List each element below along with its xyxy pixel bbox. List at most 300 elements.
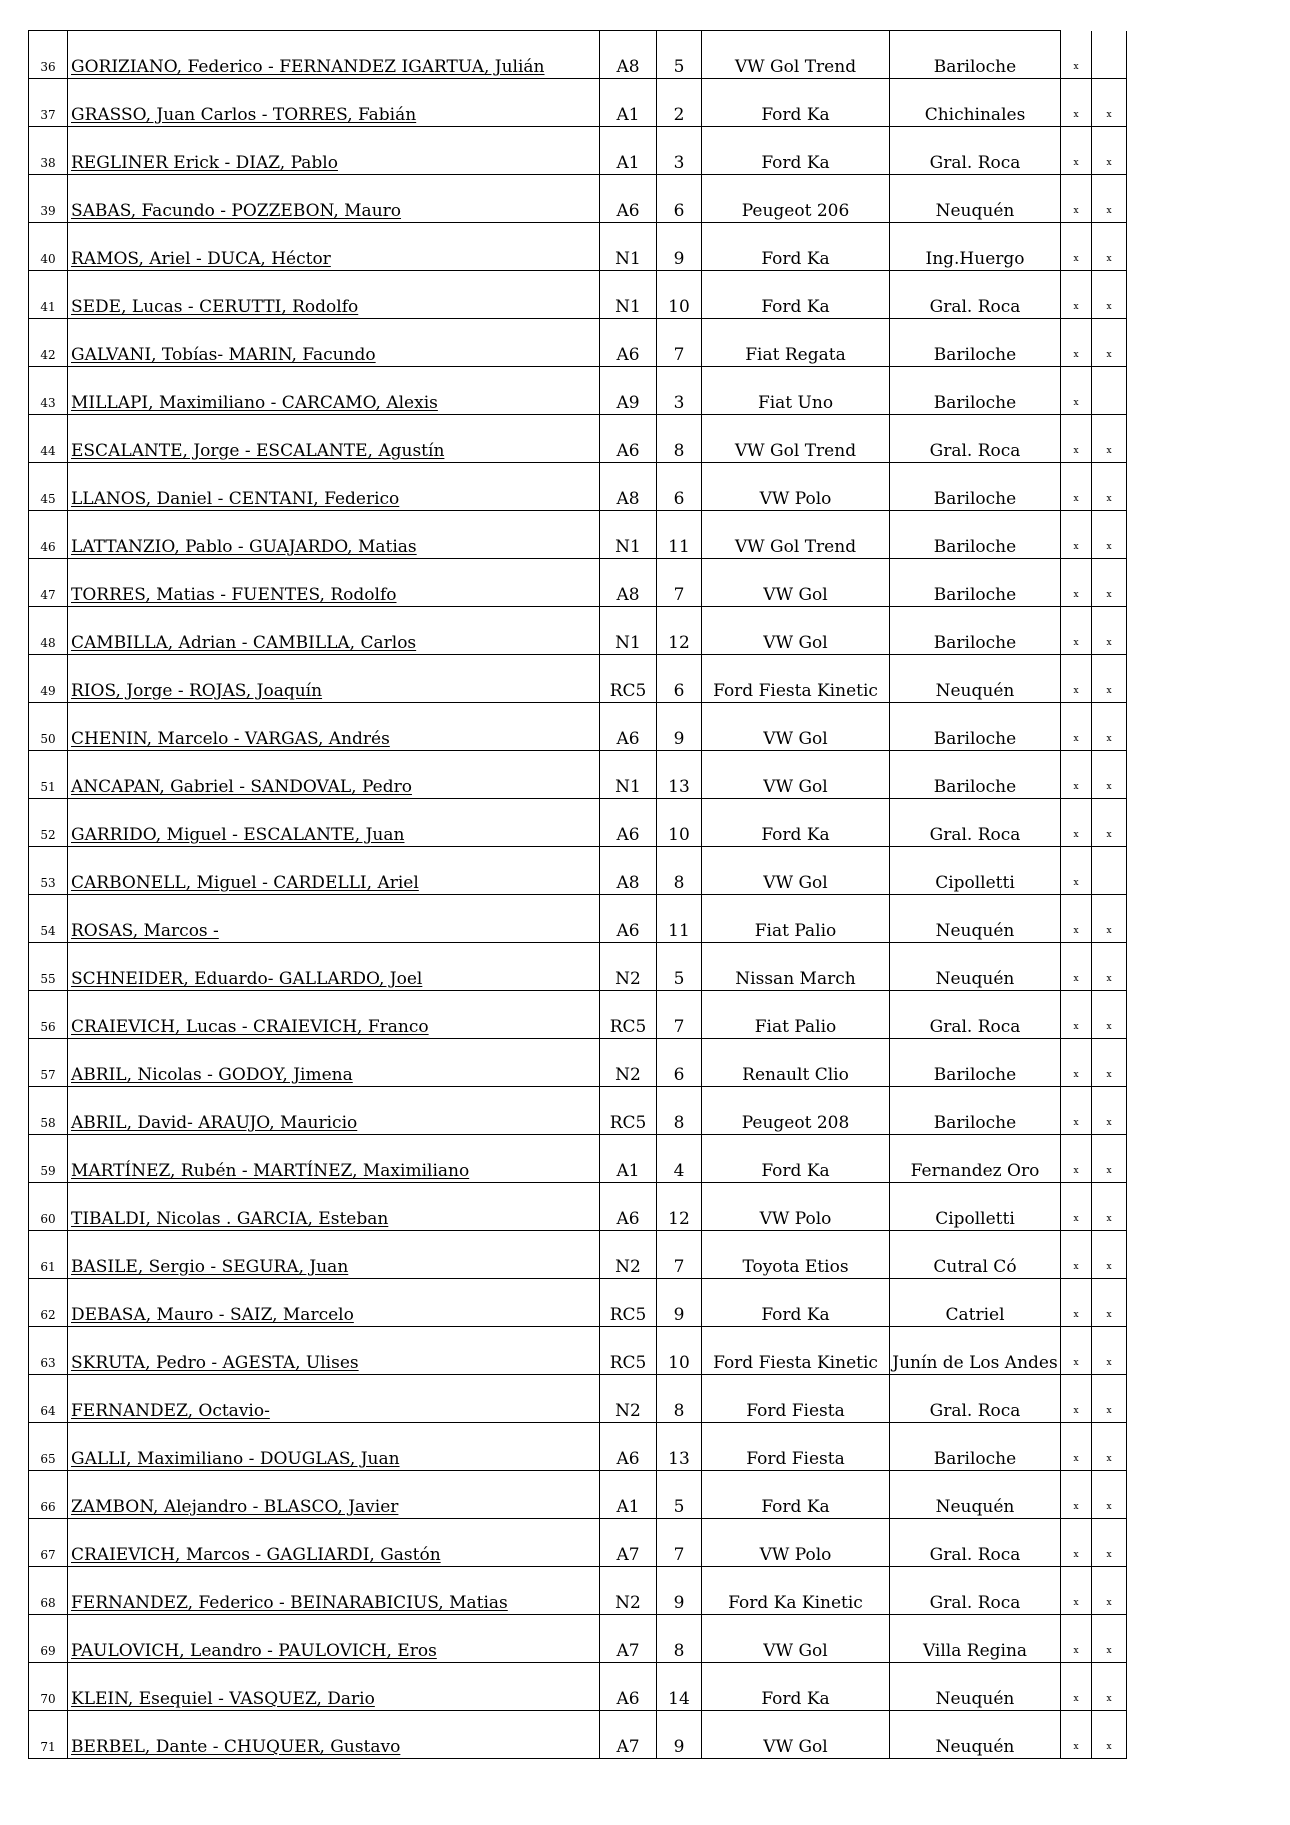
table-row	[29, 271, 1127, 319]
car-cell: VW Gol	[702, 559, 890, 607]
mark-cell-1: x	[1061, 1423, 1092, 1471]
mark-cell-1: x	[1061, 79, 1092, 127]
class-order-cell: 6	[657, 1039, 702, 1087]
mark-cell-2: x	[1092, 175, 1127, 223]
mark-cell-2: x	[1092, 655, 1127, 703]
row-number: 39	[29, 175, 68, 223]
class-cell: RC5	[600, 1087, 657, 1135]
class-order-cell: 4	[657, 1135, 702, 1183]
mark-cell-2: x	[1092, 319, 1127, 367]
crew-names: SCHNEIDER, Eduardo- GALLARDO, Joel	[68, 943, 600, 991]
city-cell: Neuquén	[890, 175, 1061, 223]
mark-cell-2: x	[1092, 1231, 1127, 1279]
mark-cell-1: x	[1061, 1183, 1092, 1231]
class-cell: A8	[600, 559, 657, 607]
mark-cell-2: x	[1092, 511, 1127, 559]
class-cell: N2	[600, 943, 657, 991]
city-cell: Bariloche	[890, 1087, 1061, 1135]
mark-cell-1: x	[1061, 1039, 1092, 1087]
crew-names: LLANOS, Daniel - CENTANI, Federico	[68, 463, 600, 511]
city-cell: Gral. Roca	[890, 799, 1061, 847]
mark-cell-2: x	[1092, 223, 1127, 271]
car-cell: VW Polo	[702, 463, 890, 511]
mark-cell-1: x	[1061, 943, 1092, 991]
row-number: 61	[29, 1231, 68, 1279]
city-cell: Fernandez Oro	[890, 1135, 1061, 1183]
row-number: 46	[29, 511, 68, 559]
class-order-cell: 7	[657, 319, 702, 367]
crew-names: TIBALDI, Nicolas . GARCIA, Esteban	[68, 1183, 600, 1231]
crew-names: SKRUTA, Pedro - AGESTA, Ulises	[68, 1327, 600, 1375]
row-number: 40	[29, 223, 68, 271]
crew-names: DEBASA, Mauro - SAIZ, Marcelo	[68, 1279, 600, 1327]
city-cell: Neuquén	[890, 1471, 1061, 1519]
class-order-cell: 8	[657, 1087, 702, 1135]
crew-names: GRASSO, Juan Carlos - TORRES, Fabián	[68, 79, 600, 127]
row-number: 43	[29, 367, 68, 415]
car-cell: Ford Ka Kinetic	[702, 1567, 890, 1615]
row-number: 48	[29, 607, 68, 655]
class-order-cell: 7	[657, 1519, 702, 1567]
class-order-cell: 12	[657, 1183, 702, 1231]
table-row	[29, 703, 1127, 751]
class-order-cell: 11	[657, 511, 702, 559]
class-cell: N2	[600, 1039, 657, 1087]
table-row	[29, 559, 1127, 607]
class-order-cell: 8	[657, 847, 702, 895]
mark-cell-2: x	[1092, 751, 1127, 799]
city-cell: Cipolletti	[890, 847, 1061, 895]
table-row	[29, 1231, 1127, 1279]
mark-cell-1: x	[1061, 751, 1092, 799]
car-cell: VW Gol Trend	[702, 415, 890, 463]
table-row	[29, 991, 1127, 1039]
city-cell: Gral. Roca	[890, 1567, 1061, 1615]
class-cell: N1	[600, 607, 657, 655]
car-cell: Peugeot 206	[702, 175, 890, 223]
crew-names: CHENIN, Marcelo - VARGAS, Andrés	[68, 703, 600, 751]
car-cell: Ford Ka	[702, 127, 890, 175]
table-row	[29, 799, 1127, 847]
crew-names: BERBEL, Dante - CHUQUER, Gustavo	[68, 1711, 600, 1759]
mark-cell-2: x	[1092, 463, 1127, 511]
row-number: 64	[29, 1375, 68, 1423]
crew-names: SABAS, Facundo - POZZEBON, Mauro	[68, 175, 600, 223]
class-cell: RC5	[600, 655, 657, 703]
row-number: 66	[29, 1471, 68, 1519]
row-number: 41	[29, 271, 68, 319]
row-number: 63	[29, 1327, 68, 1375]
class-order-cell: 6	[657, 655, 702, 703]
car-cell: Fiat Uno	[702, 367, 890, 415]
class-cell: A6	[600, 415, 657, 463]
crew-names: CRAIEVICH, Lucas - CRAIEVICH, Franco	[68, 991, 600, 1039]
city-cell: Cutral Có	[890, 1231, 1061, 1279]
class-cell: N1	[600, 511, 657, 559]
class-cell: A1	[600, 127, 657, 175]
crew-names: CRAIEVICH, Marcos - GAGLIARDI, Gastón	[68, 1519, 600, 1567]
crew-names: GARRIDO, Miguel - ESCALANTE, Juan	[68, 799, 600, 847]
mark-cell-2	[1092, 367, 1127, 415]
car-cell: Fiat Palio	[702, 895, 890, 943]
city-cell: Bariloche	[890, 559, 1061, 607]
table-row	[29, 1711, 1127, 1759]
city-cell: Bariloche	[890, 1039, 1061, 1087]
class-cell: A6	[600, 319, 657, 367]
car-cell: Ford Fiesta Kinetic	[702, 1327, 890, 1375]
entry-list-table	[28, 30, 1127, 1759]
car-cell: Ford Ka	[702, 223, 890, 271]
mark-cell-2: x	[1092, 1615, 1127, 1663]
table-row	[29, 1279, 1127, 1327]
row-number: 62	[29, 1279, 68, 1327]
class-cell: N1	[600, 751, 657, 799]
class-order-cell: 5	[657, 943, 702, 991]
mark-cell-2: x	[1092, 1423, 1127, 1471]
table-row	[29, 1183, 1127, 1231]
city-cell: Chichinales	[890, 79, 1061, 127]
crew-names: RAMOS, Ariel - DUCA, Héctor	[68, 223, 600, 271]
car-cell: Nissan March	[702, 943, 890, 991]
car-cell: Ford Fiesta	[702, 1375, 890, 1423]
mark-cell-2: x	[1092, 1183, 1127, 1231]
mark-cell-1: x	[1061, 799, 1092, 847]
row-number: 59	[29, 1135, 68, 1183]
class-order-cell: 9	[657, 1711, 702, 1759]
row-number: 71	[29, 1711, 68, 1759]
mark-cell-1: x	[1061, 1663, 1092, 1711]
class-cell: N2	[600, 1231, 657, 1279]
table-row	[29, 1615, 1127, 1663]
mark-cell-1: x	[1061, 367, 1092, 415]
class-cell: A9	[600, 367, 657, 415]
mark-cell-1: x	[1061, 1615, 1092, 1663]
table-row	[29, 1423, 1127, 1471]
row-number: 47	[29, 559, 68, 607]
class-cell: A1	[600, 1471, 657, 1519]
class-cell: RC5	[600, 991, 657, 1039]
mark-cell-1: x	[1061, 1711, 1092, 1759]
mark-cell-1: x	[1061, 1375, 1092, 1423]
car-cell: VW Gol Trend	[702, 511, 890, 559]
class-cell: A1	[600, 1135, 657, 1183]
table-row	[29, 367, 1127, 415]
city-cell: Gral. Roca	[890, 1519, 1061, 1567]
table-row	[29, 175, 1127, 223]
city-cell: Ing.Huergo	[890, 223, 1061, 271]
mark-cell-1: x	[1061, 319, 1092, 367]
car-cell: Fiat Palio	[702, 991, 890, 1039]
table-row	[29, 463, 1127, 511]
city-cell: Gral. Roca	[890, 271, 1061, 319]
car-cell: VW Polo	[702, 1519, 890, 1567]
class-cell: A6	[600, 1423, 657, 1471]
mark-cell-2: x	[1092, 943, 1127, 991]
row-number: 36	[29, 31, 68, 79]
table-row	[29, 895, 1127, 943]
crew-names: GALVANI, Tobías- MARIN, Facundo	[68, 319, 600, 367]
class-order-cell: 7	[657, 1231, 702, 1279]
table-row	[29, 79, 1127, 127]
mark-cell-1: x	[1061, 415, 1092, 463]
mark-cell-2: x	[1092, 415, 1127, 463]
city-cell: Gral. Roca	[890, 127, 1061, 175]
table-row	[29, 943, 1127, 991]
row-number: 67	[29, 1519, 68, 1567]
city-cell: Bariloche	[890, 511, 1061, 559]
mark-cell-2: x	[1092, 1039, 1127, 1087]
city-cell: Villa Regina	[890, 1615, 1061, 1663]
table-row	[29, 319, 1127, 367]
car-cell: Ford Ka	[702, 79, 890, 127]
entry-list-body	[29, 31, 1127, 1759]
row-number: 57	[29, 1039, 68, 1087]
car-cell: Ford Fiesta	[702, 1423, 890, 1471]
mark-cell-2: x	[1092, 559, 1127, 607]
class-order-cell: 3	[657, 367, 702, 415]
table-row	[29, 1375, 1127, 1423]
class-order-cell: 8	[657, 1615, 702, 1663]
mark-cell-2: x	[1092, 1663, 1127, 1711]
mark-cell-2: x	[1092, 703, 1127, 751]
mark-cell-1: x	[1061, 1135, 1092, 1183]
class-cell: A6	[600, 799, 657, 847]
car-cell: Toyota Etios	[702, 1231, 890, 1279]
mark-cell-2: x	[1092, 79, 1127, 127]
class-cell: A6	[600, 895, 657, 943]
class-order-cell: 9	[657, 1567, 702, 1615]
mark-cell-1: x	[1061, 895, 1092, 943]
class-cell: N2	[600, 1567, 657, 1615]
row-number: 50	[29, 703, 68, 751]
mark-cell-1: x	[1061, 127, 1092, 175]
class-order-cell: 12	[657, 607, 702, 655]
car-cell: Ford Ka	[702, 1663, 890, 1711]
row-number: 38	[29, 127, 68, 175]
table-row	[29, 1567, 1127, 1615]
class-order-cell: 5	[657, 31, 702, 79]
car-cell: Ford Ka	[702, 799, 890, 847]
city-cell: Cipolletti	[890, 1183, 1061, 1231]
crew-names: ABRIL, David- ARAUJO, Mauricio	[68, 1087, 600, 1135]
mark-cell-2: x	[1092, 1711, 1127, 1759]
row-number: 37	[29, 79, 68, 127]
crew-names: RIOS, Jorge - ROJAS, Joaquín	[68, 655, 600, 703]
row-number: 65	[29, 1423, 68, 1471]
city-cell: Neuquén	[890, 1711, 1061, 1759]
car-cell: Renault Clio	[702, 1039, 890, 1087]
crew-names: ZAMBON, Alejandro - BLASCO, Javier	[68, 1471, 600, 1519]
table-row	[29, 607, 1127, 655]
mark-cell-1: x	[1061, 559, 1092, 607]
class-order-cell: 9	[657, 703, 702, 751]
city-cell: Bariloche	[890, 463, 1061, 511]
class-order-cell: 6	[657, 175, 702, 223]
mark-cell-2	[1092, 31, 1127, 79]
mark-cell-2: x	[1092, 1471, 1127, 1519]
city-cell: Catriel	[890, 1279, 1061, 1327]
class-cell: N1	[600, 223, 657, 271]
row-number: 55	[29, 943, 68, 991]
class-order-cell: 10	[657, 799, 702, 847]
class-cell: A8	[600, 31, 657, 79]
class-order-cell: 2	[657, 79, 702, 127]
class-order-cell: 11	[657, 895, 702, 943]
city-cell: Bariloche	[890, 319, 1061, 367]
car-cell: Fiat Regata	[702, 319, 890, 367]
crew-names: ROSAS, Marcos -	[68, 895, 600, 943]
class-order-cell: 9	[657, 223, 702, 271]
crew-names: GALLI, Maximiliano - DOUGLAS, Juan	[68, 1423, 600, 1471]
class-order-cell: 10	[657, 271, 702, 319]
city-cell: Bariloche	[890, 31, 1061, 79]
class-cell: A6	[600, 175, 657, 223]
class-cell: A1	[600, 79, 657, 127]
table-row	[29, 1039, 1127, 1087]
crew-names: CAMBILLA, Adrian - CAMBILLA, Carlos	[68, 607, 600, 655]
city-cell: Bariloche	[890, 607, 1061, 655]
mark-cell-2: x	[1092, 1279, 1127, 1327]
table-row	[29, 1519, 1127, 1567]
class-order-cell: 10	[657, 1327, 702, 1375]
class-cell: A6	[600, 1663, 657, 1711]
class-order-cell: 8	[657, 415, 702, 463]
city-cell: Bariloche	[890, 751, 1061, 799]
class-cell: A8	[600, 463, 657, 511]
car-cell: VW Gol	[702, 751, 890, 799]
table-row	[29, 1663, 1127, 1711]
class-cell: A6	[600, 1183, 657, 1231]
table-row	[29, 31, 1127, 79]
table-row	[29, 1327, 1127, 1375]
car-cell: VW Gol	[702, 1615, 890, 1663]
car-cell: VW Gol	[702, 703, 890, 751]
city-cell: Neuquén	[890, 1663, 1061, 1711]
mark-cell-1: x	[1061, 223, 1092, 271]
row-number: 44	[29, 415, 68, 463]
mark-cell-1: x	[1061, 1087, 1092, 1135]
row-number: 69	[29, 1615, 68, 1663]
mark-cell-2: x	[1092, 1519, 1127, 1567]
mark-cell-2: x	[1092, 1087, 1127, 1135]
mark-cell-1: x	[1061, 1567, 1092, 1615]
row-number: 68	[29, 1567, 68, 1615]
car-cell: VW Gol	[702, 607, 890, 655]
class-cell: N2	[600, 1375, 657, 1423]
crew-names: MILLAPI, Maximiliano - CARCAMO, Alexis	[68, 367, 600, 415]
car-cell: VW Gol	[702, 847, 890, 895]
mark-cell-1: x	[1061, 1471, 1092, 1519]
row-number: 51	[29, 751, 68, 799]
crew-names: PAULOVICH, Leandro - PAULOVICH, Eros	[68, 1615, 600, 1663]
mark-cell-2: x	[1092, 1567, 1127, 1615]
crew-names: FERNANDEZ, Federico - BEINARABICIUS, Matias	[68, 1567, 600, 1615]
mark-cell-1: x	[1061, 703, 1092, 751]
row-number: 56	[29, 991, 68, 1039]
city-cell: Gral. Roca	[890, 415, 1061, 463]
class-cell: N1	[600, 271, 657, 319]
mark-cell-2: x	[1092, 1375, 1127, 1423]
city-cell: Gral. Roca	[890, 991, 1061, 1039]
mark-cell-1: x	[1061, 1279, 1092, 1327]
mark-cell-1: x	[1061, 847, 1092, 895]
mark-cell-1: x	[1061, 607, 1092, 655]
class-cell: RC5	[600, 1279, 657, 1327]
mark-cell-2: x	[1092, 127, 1127, 175]
class-order-cell: 5	[657, 1471, 702, 1519]
mark-cell-2: x	[1092, 1135, 1127, 1183]
class-order-cell: 13	[657, 751, 702, 799]
class-cell: A7	[600, 1711, 657, 1759]
class-cell: A7	[600, 1615, 657, 1663]
table-row	[29, 751, 1127, 799]
row-number: 58	[29, 1087, 68, 1135]
class-order-cell: 3	[657, 127, 702, 175]
class-order-cell: 8	[657, 1375, 702, 1423]
class-order-cell: 9	[657, 1279, 702, 1327]
mark-cell-1: x	[1061, 1231, 1092, 1279]
row-number: 54	[29, 895, 68, 943]
table-row	[29, 223, 1127, 271]
crew-names: GORIZIANO, Federico - FERNANDEZ IGARTUA, Julián	[68, 31, 600, 79]
city-cell: Bariloche	[890, 703, 1061, 751]
car-cell: Ford Ka	[702, 1279, 890, 1327]
city-cell: Junín de Los Andes	[890, 1327, 1061, 1375]
city-cell: Neuquén	[890, 943, 1061, 991]
mark-cell-1: x	[1061, 511, 1092, 559]
mark-cell-1: x	[1061, 463, 1092, 511]
class-order-cell: 14	[657, 1663, 702, 1711]
mark-cell-2	[1092, 847, 1127, 895]
entry-list-sheet	[28, 30, 1125, 1759]
car-cell: VW Gol Trend	[702, 31, 890, 79]
mark-cell-2: x	[1092, 1327, 1127, 1375]
class-order-cell: 6	[657, 463, 702, 511]
mark-cell-1: x	[1061, 271, 1092, 319]
mark-cell-1: x	[1061, 1519, 1092, 1567]
class-order-cell: 7	[657, 991, 702, 1039]
mark-cell-2: x	[1092, 607, 1127, 655]
crew-names: KLEIN, Esequiel - VASQUEZ, Dario	[68, 1663, 600, 1711]
car-cell: Ford Ka	[702, 1471, 890, 1519]
car-cell: Peugeot 208	[702, 1087, 890, 1135]
crew-names: ESCALANTE, Jorge - ESCALANTE, Agustín	[68, 415, 600, 463]
class-cell: A7	[600, 1519, 657, 1567]
class-cell: A6	[600, 703, 657, 751]
car-cell: VW Gol	[702, 1711, 890, 1759]
crew-names: ABRIL, Nicolas - GODOY, Jimena	[68, 1039, 600, 1087]
table-row	[29, 127, 1127, 175]
row-number: 49	[29, 655, 68, 703]
crew-names: FERNANDEZ, Octavio-	[68, 1375, 600, 1423]
mark-cell-1: x	[1061, 31, 1092, 79]
crew-names: MARTÍNEZ, Rubén - MARTÍNEZ, Maximiliano	[68, 1135, 600, 1183]
row-number: 45	[29, 463, 68, 511]
table-row	[29, 655, 1127, 703]
crew-names: ANCAPAN, Gabriel - SANDOVAL, Pedro	[68, 751, 600, 799]
crew-names: CARBONELL, Miguel - CARDELLI, Ariel	[68, 847, 600, 895]
city-cell: Bariloche	[890, 367, 1061, 415]
crew-names: BASILE, Sergio - SEGURA, Juan	[68, 1231, 600, 1279]
mark-cell-2: x	[1092, 271, 1127, 319]
city-cell: Bariloche	[890, 1423, 1061, 1471]
crew-names: SEDE, Lucas - CERUTTI, Rodolfo	[68, 271, 600, 319]
row-number: 53	[29, 847, 68, 895]
row-number: 60	[29, 1183, 68, 1231]
car-cell: Ford Fiesta Kinetic	[702, 655, 890, 703]
row-number: 42	[29, 319, 68, 367]
city-cell: Neuquén	[890, 895, 1061, 943]
